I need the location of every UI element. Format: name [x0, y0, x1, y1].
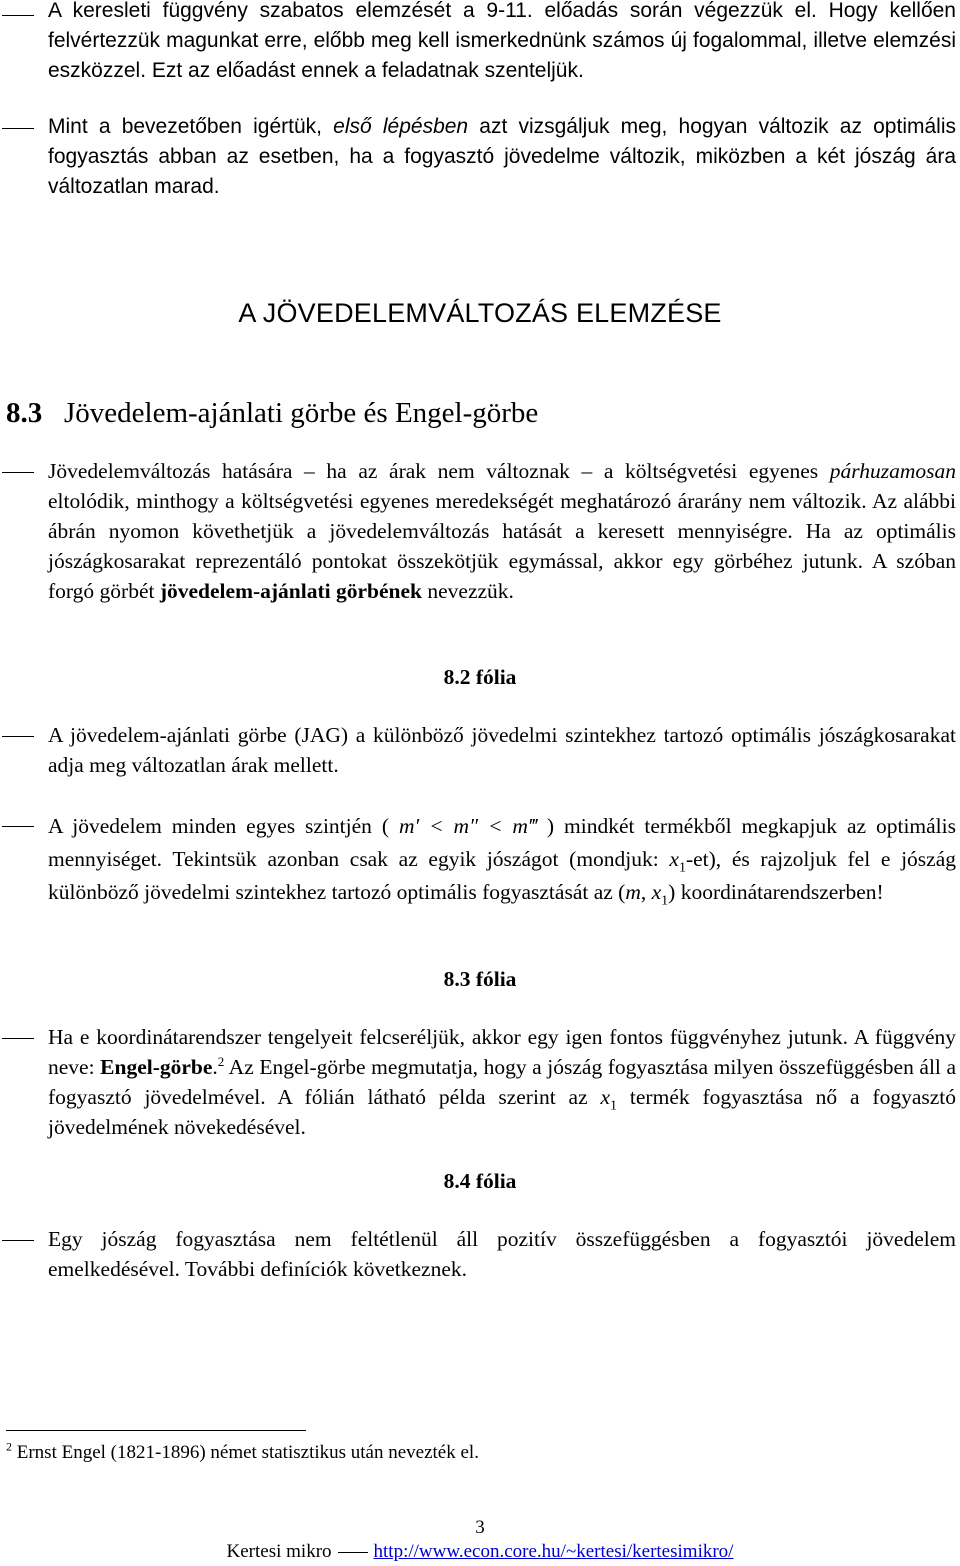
var-x: x: [669, 847, 679, 871]
footnote: [6, 1440, 479, 1466]
bullet-dash: [2, 472, 34, 473]
footnote-rule: [6, 1430, 306, 1431]
paragraph-further-definitions: Egy jószág fogyasztása nem feltétlenül áll pozitív összefüggésben a fogyasztói jövedelem emelkedésével. További definíciók következnek.: [48, 1227, 956, 1281]
chapter-heading: A JÖVEDELEMVÁLTOZÁS ELEMZÉSE: [238, 298, 722, 328]
var-x: x: [600, 1085, 611, 1109]
p5-text-a: A jövedelem minden egyes szintjén (: [48, 814, 390, 838]
p6-text-b: Az Engel-görbe megmutatja, hogy a jószág fogyasztása milyen összefüggésben áll a fogyasztó jövedelmével. A fólián látható példa szerint az: [48, 1055, 957, 1109]
section-title-text: Jövedelem-ajánlati görbe és Engel-görbe: [64, 397, 539, 429]
subscript: 1: [610, 1098, 618, 1114]
subscript: 1: [661, 893, 669, 909]
income-inequality-formula: m′ < m″ < m‴: [389, 814, 547, 838]
section-title: [6, 396, 538, 430]
paragraph-engel-curve: Ha e koordinátarendszer tengelyeit felcseréljük, akkor egy igen fontos függvényhez jutunk. A függvény neve: Engel-görbe.$^2$ Az Engel-görbe megmutatja, hogy a jószág fogyasztása milyen összefüggésben áll a fogyasztó jövedelmével. A fólián látható példa szerint az $x_1$ termék fogyasztása nő a fogyasztó jövedelmének növekedésével.: [48, 1025, 957, 1139]
footnote-text: Ernst Engel (1821-1896) német statisztikus után nevezték el.: [12, 1442, 479, 1463]
page-number: 3: [475, 1517, 485, 1538]
p3-text-a: Jövedelemváltozás hatására – ha az árak nem változnak – a költségvetési egyenes: [48, 459, 830, 483]
paragraph-income-change: [48, 456, 956, 606]
bullet-dash: [2, 826, 34, 827]
intro-text-a: Mint a bevezetőben igértük,: [48, 115, 334, 138]
var-m: m: [625, 880, 641, 904]
intro-text-b: azt vizsgáljuk meg, hogyan változik az optimális fogyasztás abban az esetben, ha a fogyasztó jövedelme változik, miközben a két jószág ára változatlan marad.: [48, 115, 956, 198]
slide-label-8-4: 8.4 fólia: [443, 1169, 517, 1193]
p5-text-c: -et), és rajzoljuk fel e jószág különböző jövedelmi szintekhez tartozó optimális fogyasztását az (: [48, 847, 956, 904]
footnote-mark: 2: [6, 1439, 12, 1454]
p6-text-a: Ha e koordinátarendszer tengelyeit felcseréljük, akkor egy igen fontos függvényhez jutunk. A függvény neve:: [48, 1025, 956, 1079]
bullet-dash: [2, 1240, 34, 1241]
intro-paragraph-2: [48, 112, 956, 202]
bullet-dash: [2, 15, 34, 16]
p5-text-b: ) mindkét termékből megkapjuk az optimális mennyiséget. Tekintsük azonban csak az egyik jószágot (mondjuk:: [48, 814, 956, 871]
term-income-offer-curve: jövedelem-ajánlati görbének: [159, 579, 422, 603]
paragraph-income-levels: [48, 810, 956, 909]
footer-author: Kertesi mikro: [226, 1541, 332, 1562]
slide-label-8-2: 8.2 fólia: [443, 665, 517, 689]
p3-text-b: eltolódik, minthogy a költségvetési egyenes meredekségét meghatározó árarány nem változik. Az alábbi ábrán nyomon követhetjük a jövedelemváltozás hatását a keresett mennyiségre. Ha az optimális jószágkosarakat reprezentáló pontokat összekötjük egymással, akkor egy görbéhez jutunk. A szóban forgó görbét: [48, 489, 956, 603]
p5-text-e: ) koordinátarendszerben!: [668, 880, 884, 904]
footer-separator: [338, 1552, 368, 1553]
footer-link[interactable]: http://www.econ.core.hu/~kertesi/kertesimikro/: [373, 1541, 734, 1562]
var-x: x: [651, 880, 662, 904]
intro-paragraph-1: A keresleti függvény szabatos elemzését a 9-11. előadás során végezzük el. Hogy kellően felvértezzük magunkat erre, előbb meg kell ismerkednünk számos új fogalommal, illetve elemzési eszközzel. Ezt az előadást ennek a feladatnak szenteljük.: [48, 0, 956, 82]
term-engel-curve: Engel-görbe: [100, 1055, 213, 1079]
p5-text-d: ,: [640, 880, 652, 904]
slide-label-8-3: 8.3 fólia: [443, 967, 517, 991]
intro-emphasis: első lépésben: [333, 115, 469, 138]
bullet-dash: [2, 1038, 34, 1039]
p3-emphasis: párhuzamosan: [829, 459, 956, 483]
bullet-dash: [2, 736, 34, 737]
footnote-ref: 2: [217, 1053, 225, 1069]
p3-text-c: nevezzük.: [422, 579, 514, 603]
subscript: 1: [678, 860, 686, 876]
section-number: 8.3: [6, 397, 43, 429]
paragraph-jag-definition: A jövedelem-ajánlati görbe (JAG) a különböző jövedelmi szintekhez tartozó optimális jószágkosarakat adja meg változatlan árak mellett.: [48, 723, 956, 777]
bullet-dash: [2, 128, 34, 129]
page-footer: [0, 1540, 960, 1564]
p6-text-c: termék fogyasztása nő a fogyasztó jövedelmének növekedésével.: [48, 1085, 956, 1139]
